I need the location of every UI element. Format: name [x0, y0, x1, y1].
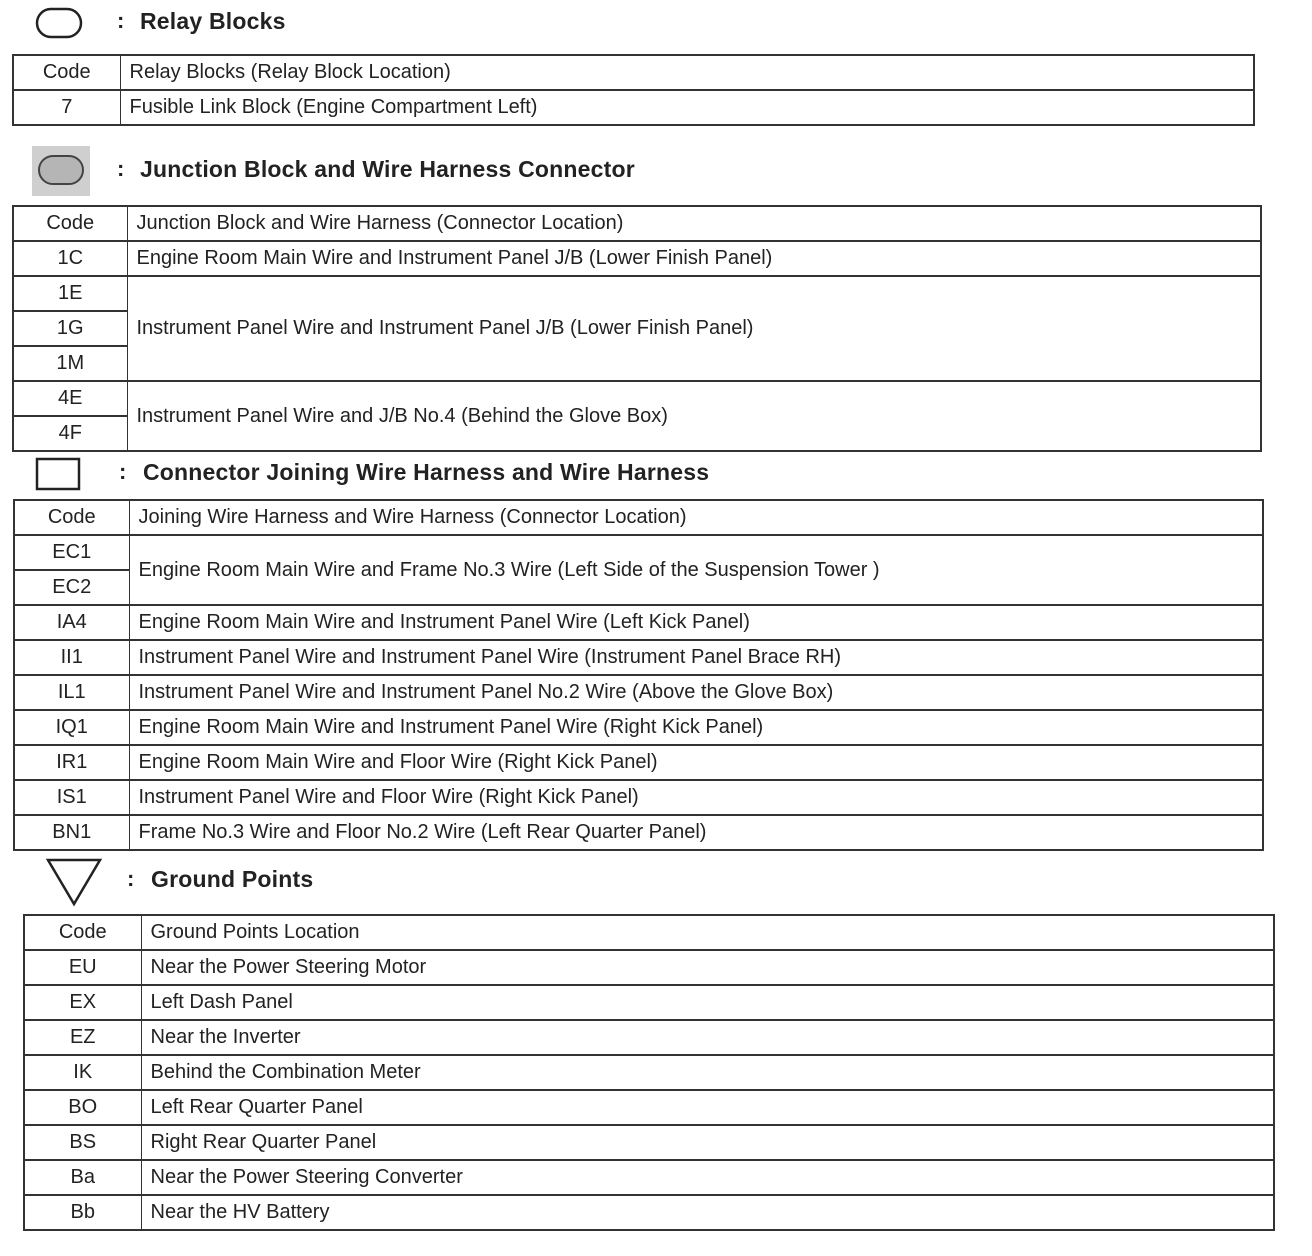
location-cell: Engine Room Main Wire and Frame No.3 Wire (Left Side of the Suspension Tower ) — [129, 535, 1263, 605]
location-header: Relay Blocks (Relay Block Location) — [120, 55, 1254, 90]
code-header: Code — [13, 206, 127, 241]
table-row — [24, 1160, 1274, 1195]
code-header: Code — [24, 915, 141, 950]
location-cell: Instrument Panel Wire and J/B No.4 (Behind the Glove Box) — [127, 381, 1261, 451]
location-cell: Near the HV Battery — [141, 1195, 1274, 1230]
location-cell: Behind the Combination Meter — [141, 1055, 1274, 1090]
code-cell: BO — [24, 1090, 141, 1125]
table-row — [14, 535, 1263, 570]
table-row — [13, 381, 1261, 416]
table-row — [13, 90, 1254, 125]
location-cell: Instrument Panel Wire and Instrument Panel No.2 Wire (Above the Glove Box) — [129, 675, 1263, 710]
code-cell: Ba — [24, 1160, 141, 1195]
code-cell: BN1 — [14, 815, 129, 850]
location-cell: Near the Power Steering Converter — [141, 1160, 1274, 1195]
code-cell: II1 — [14, 640, 129, 675]
table-row — [14, 675, 1263, 710]
location-cell: Near the Inverter — [141, 1020, 1274, 1055]
table-header-row — [13, 206, 1261, 241]
table-row — [24, 1090, 1274, 1125]
connector-joining-title: Connector Joining Wire Harness and Wire Harness — [143, 459, 710, 485]
location-cell: Frame No.3 Wire and Floor No.2 Wire (Left Rear Quarter Panel) — [129, 815, 1263, 850]
ground-points-symbol — [44, 856, 104, 913]
junction-block-table — [12, 205, 1262, 452]
code-cell: IS1 — [14, 780, 129, 815]
table-row — [24, 950, 1274, 985]
code-cell: IK — [24, 1055, 141, 1090]
table-row — [24, 985, 1274, 1020]
location-header: Ground Points Location — [141, 915, 1274, 950]
code-cell: IQ1 — [14, 710, 129, 745]
code-cell: BS — [24, 1125, 141, 1160]
table-row — [14, 710, 1263, 745]
ground-points-title: Ground Points — [151, 866, 314, 892]
code-cell: 1E — [13, 276, 127, 311]
code-cell: 4E — [13, 381, 127, 416]
location-cell: Engine Room Main Wire and Floor Wire (Right Kick Panel) — [129, 745, 1263, 780]
location-cell: Engine Room Main Wire and Instrument Panel Wire (Left Kick Panel) — [129, 605, 1263, 640]
junction-block-title: Junction Block and Wire Harness Connector — [140, 156, 635, 182]
code-header: Code — [13, 55, 120, 90]
table-row — [14, 780, 1263, 815]
code-cell: EZ — [24, 1020, 141, 1055]
table-row — [14, 815, 1263, 850]
table-row — [24, 1125, 1274, 1160]
table-header-row — [13, 55, 1254, 90]
table-row — [24, 1020, 1274, 1055]
location-cell: Near the Power Steering Motor — [141, 950, 1274, 985]
table-row — [14, 605, 1263, 640]
location-header: Junction Block and Wire Harness (Connector Location) — [127, 206, 1261, 241]
junction-block-colon: : — [117, 156, 125, 181]
location-cell: Right Rear Quarter Panel — [141, 1125, 1274, 1160]
code-cell: 7 — [13, 90, 120, 125]
location-cell: Left Dash Panel — [141, 985, 1274, 1020]
table-header-row — [14, 500, 1263, 535]
code-cell: EC2 — [14, 570, 129, 605]
connector-joining-table — [13, 499, 1264, 851]
code-cell: EX — [24, 985, 141, 1020]
code-cell: 1G — [13, 311, 127, 346]
relay-blocks-symbol — [34, 6, 84, 45]
relay-blocks-title: Relay Blocks — [140, 8, 286, 34]
table-row — [14, 640, 1263, 675]
code-cell: Bb — [24, 1195, 141, 1230]
junction-block-symbol — [32, 146, 92, 201]
location-cell: Engine Room Main Wire and Instrument Panel J/B (Lower Finish Panel) — [127, 241, 1261, 276]
location-cell: Instrument Panel Wire and Floor Wire (Right Kick Panel) — [129, 780, 1263, 815]
code-cell: 1C — [13, 241, 127, 276]
code-cell: 4F — [13, 416, 127, 451]
code-cell: EC1 — [14, 535, 129, 570]
location-cell: Left Rear Quarter Panel — [141, 1090, 1274, 1125]
code-cell: 1M — [13, 346, 127, 381]
connector-joining-colon: : — [119, 459, 127, 484]
code-cell: IA4 — [14, 605, 129, 640]
code-cell: IR1 — [14, 745, 129, 780]
connector-joining-symbol — [34, 456, 84, 497]
table-header-row — [24, 915, 1274, 950]
table-row — [13, 276, 1261, 311]
code-cell: EU — [24, 950, 141, 985]
ground-points-table — [23, 914, 1275, 1231]
table-row — [13, 241, 1261, 276]
table-row — [24, 1195, 1274, 1230]
location-cell: Fusible Link Block (Engine Compartment Left) — [120, 90, 1254, 125]
location-header: Joining Wire Harness and Wire Harness (Connector Location) — [129, 500, 1263, 535]
ground-points-colon: : — [127, 866, 135, 891]
relay-blocks-colon: : — [117, 8, 125, 33]
location-cell: Instrument Panel Wire and Instrument Panel Wire (Instrument Panel Brace RH) — [129, 640, 1263, 675]
code-header: Code — [14, 500, 129, 535]
location-cell: Instrument Panel Wire and Instrument Panel J/B (Lower Finish Panel) — [127, 276, 1261, 381]
relay-blocks-table — [12, 54, 1255, 126]
table-row — [14, 745, 1263, 780]
location-cell: Engine Room Main Wire and Instrument Panel Wire (Right Kick Panel) — [129, 710, 1263, 745]
code-cell: IL1 — [14, 675, 129, 710]
table-row — [24, 1055, 1274, 1090]
